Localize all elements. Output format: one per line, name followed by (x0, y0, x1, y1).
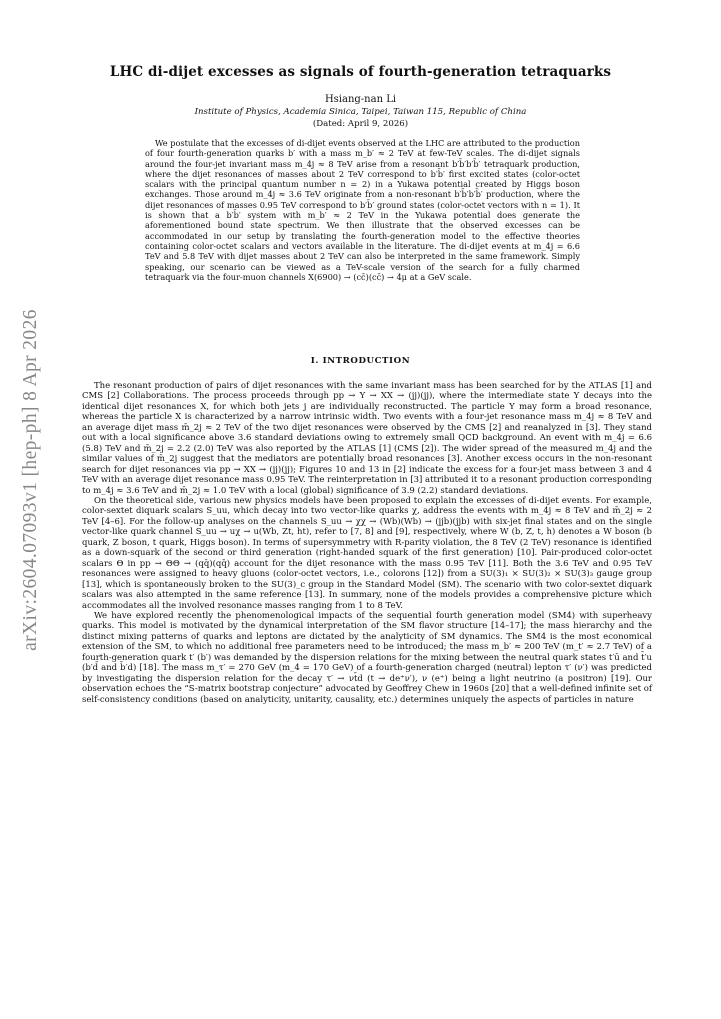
paper-title: LHC di-dijet excesses as signals of fourth-generation tetraquarks (109, 64, 612, 80)
section-heading-introduction: I. INTRODUCTION (310, 356, 411, 366)
paragraph: The resonant production of pairs of dijet resonances with the same invariant mass has been searched for by the ATLAS [1] and CMS [2] Collaborations. The process proceeds through pp → Y → XX → (jj)(jj), where the intermediate state Y decays into the identical dijet resonances X, for which both jets j are individually reconstructed. The particle Y may form a broad resonance, whereas the particle X is characterized by a narrow intrinsic width. Two events with a four-jet resonance mass m_4j ≈ 8 TeV and an average dijet mass m̄_2j ≈ 2 TeV of the two dijet resonances were observed by the CMS [2] and reanalyzed in [3]. They stand out with a local significance above 3.6 standard deviations owing to extremely small QCD background. An event with m_4j = 6.6 (5.8) TeV and m̄_2j = 2.2 (2.0) TeV was also reported by the ATLAS [1] (CMS [2]). The wider spread of the measured m_4j and the similar values of m̄_2j suggest that the mediators are potentially broad resonances [3]. Another excess occurs in the non-resonant search for dijet resonances via pp → XX → (jj)(jj); Figures 10 and 13 in [2] indicate the excess for a four-jet mass between 3 and 4 TeV with an average dijet resonance mass 0.95 TeV. The reinterpretation in [3] attributed it to a resonant production corresponding to m_4j ≈ 3.6 TeV and m̄_2j ≈ 1.0 TeV with a local (global) significance of 3.9 (2.2) standard deviations. (82, 381, 652, 496)
author-affiliation: Institute of Physics, Academia Sinica, Taipei, Taiwan 115, Republic of China (194, 107, 527, 117)
introduction-body (82, 381, 652, 705)
arxiv-identifier[interactable]: arXiv:2604.07093v1 [hep-ph] 8 Apr 2026 (20, 309, 41, 651)
author-name: Hsiang-nan Li (324, 94, 397, 105)
abstract: We postulate that the excesses of di-dijet events observed at the LHC are attributed to the production of four fourth-generation quarks b′ with a mass m_b′ ≈ 2 TeV at few-TeV scales. The di-dijet signals around the four-jet invariant mass m_4j ≈ 8 TeV arise from a resonant b′b̄′b′b̄′ tetraquark production, where the dijet resonances of masses about 2 TeV correspond to b′b̄′ first excited states (color-octet scalars with the principal quantum number n = 2) in a Yukawa potential created by Higgs boson exchanges. Those around m_4j ≈ 3.6 TeV originate from a non-resonant b′b̄′b′b̄′ production, where the dijet resonances of masses 0.95 TeV correspond to b′b̄′ ground states (color-octet vectors with n = 1). It is shown that a b′b̄′ system with m_b′ ≈ 2 TeV in the Yukawa potential does generate the aforementioned bound state spectrum. We then illustrate that the observed excesses can be accommodated in our setup by translating the fourth-generation model to the effective theories containing color-octet scalars and vectors available in the literature. The di-dijet events at m_4j = 6.6 TeV and 5.8 TeV with dijet masses about 2 TeV can also be interpreted in the same framework. Simply speaking, our scenario can be viewed as a TeV-scale version of the search for a fully charmed tetraquark via the four-muon channels X(6900) → (cc̄)(cc̄) → 4μ at a GeV scale. (145, 138, 580, 282)
paragraph: On the theoretical side, various new physics models have been proposed to explain the excesses of di-dijet events. For example, color-sextet diquark scalars S_uu, which decay into two vector-like quarks χ, address the events with m_4j ≈ 8 TeV and m̄_2j ≈ 2 TeV [4–6]. For the follow-up analyses on the channels S_uu → χχ → (Wb)(Wb) → (jjb)(jjb) with six-jet final states and on the single vector-like quark channel S_uu → uχ → u(Wb, Zt, ht), refer to [7, 8] and [9], respectively, where W (b, Z, t, h) denotes a W boson (b quark, Z boson, t quark, Higgs boson). In terms of supersymmetry with R-parity violation, the 8 TeV (2 TeV) resonance is identified as a down-squark of the second or third generation (right-handed squark of the first generation) [10]. Pair-produced color-octet scalars Θ in pp → ΘΘ → (qq̄)(qq̄) account for the dijet resonance with the mass 0.95 TeV [11]. Both the 3.6 TeV and 0.95 TeV resonances were assigned to heavy gluons (color-octet vectors, i.e., colorons [12]) from a SU(3)₁ × SU(3)₂ × SU(3)₃ gauge group [13], which is spontaneously broken to the SU(3)_c group in the Standard Model (SM). The scenario with two color-sextet diquark scalars was also attempted in the same reference [13]. In summary, none of the models provides a comprehensive picture which accommodates all the involved resonance masses ranging from 1 to 8 TeV. (82, 495, 652, 611)
date-line: (Dated: April 9, 2026) (312, 119, 409, 129)
paragraph: We have explored recently the phenomenological impacts of the sequential fourth generation model (SM4) with superheavy quarks. This model is motivated by the dynamical interpretation of the SM flavor structure [14–17]; the mass hierarchy and the distinct mixing patterns of quarks and leptons are dictated by the analyticity of SM dynamics. The SM4 is the most economical extension of the SM, to which no additional free parameters need to be introduced; the mass m_b′ ≈ 200 TeV (m_t′ ≈ 2.7 TeV) of a fourth-generation quark t′ (b′) was demanded by the dispersion relations for the mixing between the neutral quark states t′ū and t̄′u (b′d̄ and b̄′d) [18]. The mass m_τ′ = 270 GeV (m_4 = 170 GeV) of a fourth-generation charged (neutral) lepton τ′ (ν′) was predicted by investigating the dispersion relation for the decay τ′ → νt̄d (t → de⁺ν′), ν (e⁺) being a light neutrino (a positron) [19]. Our observation echoes the “S-matrix bootstrap conjecture” advocated by Geoffrey Chew in 1960s [20] that a well-defined infinite set of self-consistency conditions (based on analyticity, unitarity, causality, etc.) determines uniquely the aspects of particles in nature (82, 610, 652, 705)
